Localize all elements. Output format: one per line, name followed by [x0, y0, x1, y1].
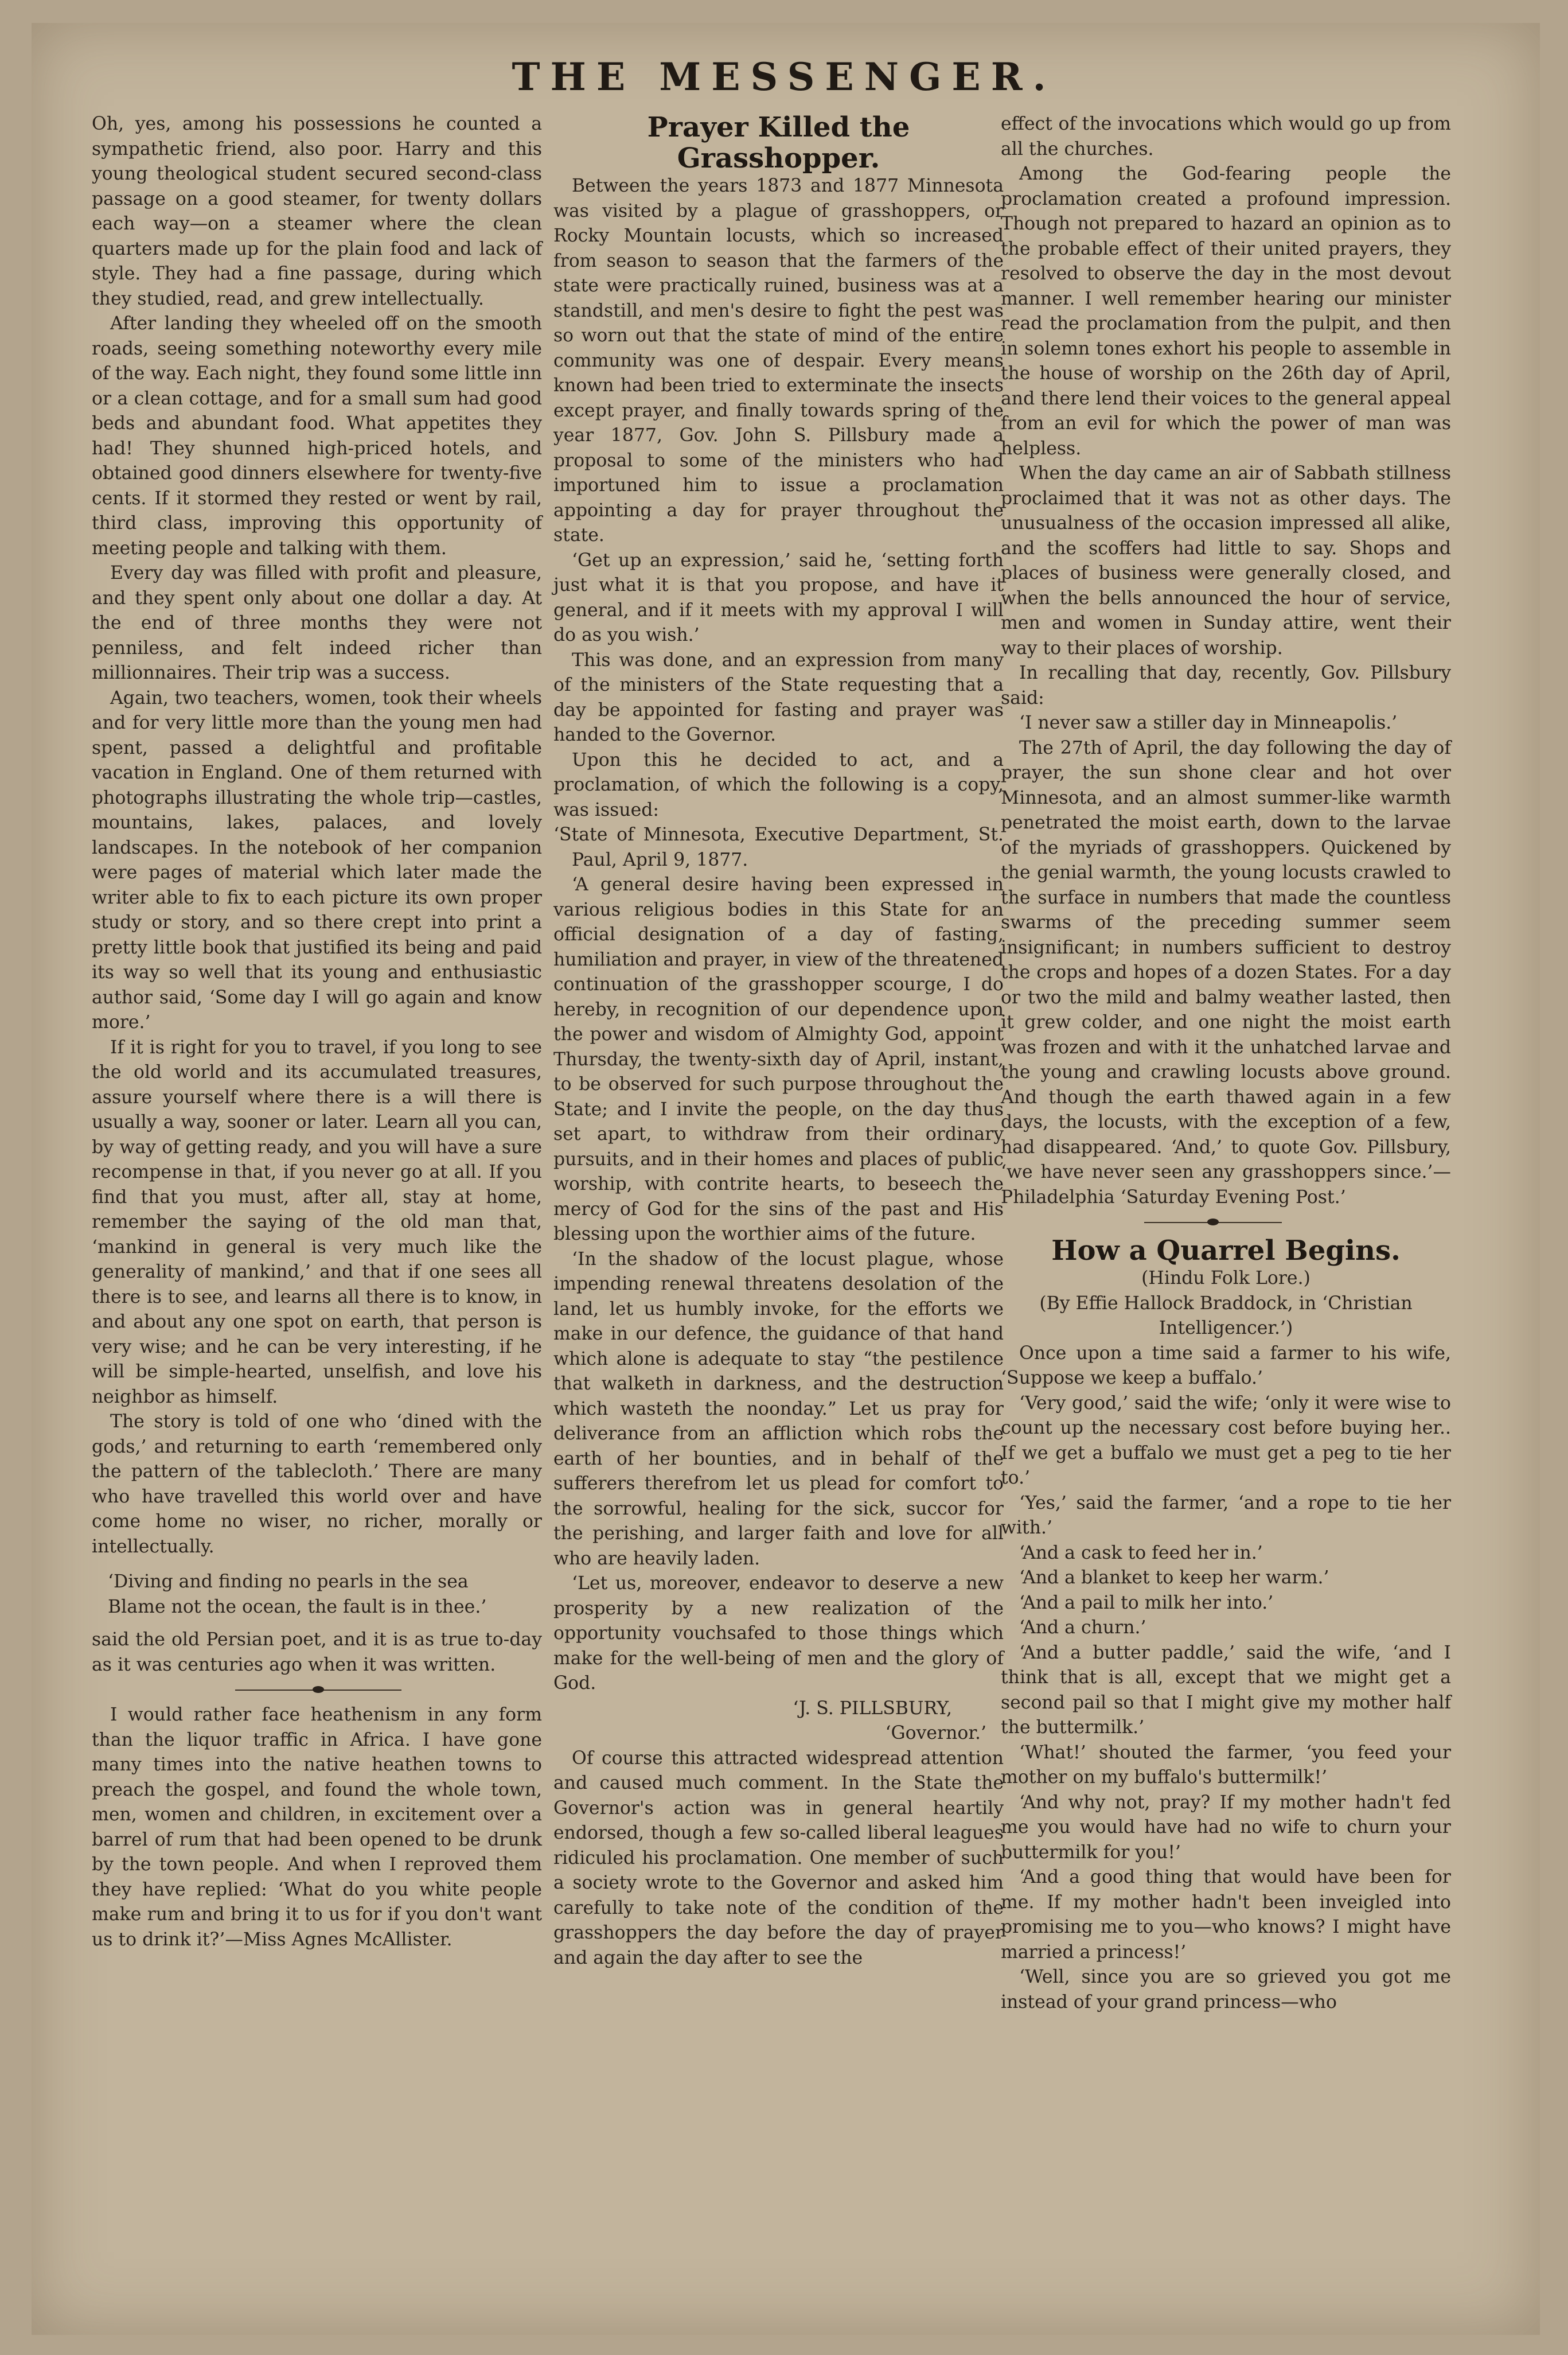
paragraph: ‘State of Minnesota, Executive Department, St. Paul, April 9, 1877.: [553, 824, 1004, 870]
paragraph: ‘Let us, moreover, endeavor to deserve a new prosperity by a new realization of the opportunity vouchsafed to those things which make for the well-being of men and the glory of God.: [553, 1573, 1004, 1694]
paragraph: effect of the invocations which would go up from all the churches.: [1001, 114, 1451, 159]
paragraph: Of course this attracted widespread attention and caused much comment. In the State the Governor's action was in general heartily endorsed, though a few so-called liberal leagues ridiculed his proclamation. One member of such a society wrote to the Governor and asked him carefully to take note of the condition of the grasshoppers the day before the day of prayer and again the day after to see the: [553, 1747, 1004, 1968]
paragraph: I would rather face heathenism in any form than the liquor traffic in Africa. I have gone many times into the native heathen towns to preach the gospel, and found the whole town, men, women and children, in excitement over a barrel of rum that had been opened to be drunk by the town people. And when I reproved them they have replied: ‘What do you white people make rum and bring it to us for if you don't want us to drink it?’—Miss Agnes McAllister.: [92, 1704, 542, 1950]
section-divider: [1001, 1212, 1451, 1233]
paragraph: ‘Yes,’ said the farmer, ‘and a rope to tie her with.’: [1001, 1492, 1451, 1538]
paragraph: ‘And a pail to milk her into.’: [1019, 1592, 1274, 1613]
paragraph: If it is right for you to travel, if you long to see the old world and its accumulated treasures, assure yourself where there is a will there is usually a way, sooner or later. Learn all you can, by way of getting ready, and you will have a sure recompense in that, if you never go at all. If you find that you must, after all, stay at home, remember the saying of the old man that, ‘mankind in general is very much like the generality of mankind,’ and that if one sees all there is to see, and learns all there is to know, in and about any one spot on earth, that person is very wise; and he can be very interesting, if he will be simple-hearted, unselfish, and love his neighbor as himself.: [92, 1037, 542, 1407]
paragraph: When the day came an air of Sabbath stillness proclaimed that it was not as other days. The unusualness of the occasion impressed all alike, and the scoffers had little to say. Shops and places of business were generally closed, and when the bells announced the hour of service, men and women in Sunday attire, went their way to their places of worship.: [1001, 463, 1451, 659]
section-divider: [92, 1680, 542, 1700]
paragraph: ‘And why not, pray? If my mother hadn't fed me you would have had no wife to churn your buttermilk for you!’: [1001, 1792, 1451, 1863]
paragraph: ‘And a butter paddle,’ said the wife, ‘and I think that is all, except that we might get a second pail so that I might give my mother half the buttermilk.’: [1001, 1642, 1451, 1738]
paragraph: said the old Persian poet, and it is as true to-day as it was centuries ago when it was written.: [92, 1629, 542, 1675]
paragraph: ‘And a good thing that would have been for me. If my mother hadn't been inveigled into promising me to you—who knows? I might have married a princess!’: [1001, 1867, 1451, 1963]
signature-title: ‘Governor.’: [885, 1723, 986, 1743]
paragraph: This was done, and an expression from many of the ministers of the State requesting that a day be appointed for fasting and prayer was handed to the Governor.: [553, 649, 1004, 745]
paragraph: ‘And a churn.’: [1019, 1617, 1146, 1638]
article-headline: How a Quarrel Begins.: [1051, 1235, 1401, 1267]
paragraph: ‘I never saw a stiller day in Minneapolis.’: [1019, 713, 1398, 733]
paragraph: ‘And a blanket to keep her warm.’: [1019, 1567, 1329, 1588]
paragraph: ‘What!’ shouted the farmer, ‘you feed your mother on my buffalo's buttermilk!’: [1001, 1742, 1451, 1788]
article-byline: (By Effie Hallock Braddock, in ‘Christian Intelligencer.’): [1039, 1293, 1413, 1338]
paragraph: ‘Very good,’ said the wife; ‘only it were wise to count up the necessary cost before buying her.. If we get a buffalo we must get a peg to tie her to.’: [1001, 1392, 1451, 1488]
paragraph: ‘Well, since you are so grieved you got me instead of your grand princess—who: [1001, 1967, 1451, 2013]
verse-quote: [108, 1570, 542, 1620]
article-headline: Prayer Killed the Grasshopper.: [647, 111, 910, 174]
paragraph: ‘And a cask to feed her in.’: [1019, 1542, 1263, 1563]
paragraph: Once upon a time said a farmer to his wife, ‘Suppose we keep a buffalo.’: [1001, 1342, 1451, 1388]
verse-line: ‘Diving and finding no pearls in the sea: [108, 1571, 469, 1592]
paragraph: ‘Get up an expression,’ said he, ‘setting forth just what it is that you propose, and have it general, and if it meets with my approval I will do as you wish.’: [553, 550, 1004, 645]
signature: ‘J. S. PILLSBURY,: [793, 1698, 952, 1719]
paragraph: Between the years 1873 and 1877 Minnesota was visited by a plague of grasshoppers, or Rocky Mountain locusts, which so increased from season to season that the farmers of the state were practically ruined, business was at a standstill, and men's desire to fight the pest was so worn out that the state of mind of the entire community was one of despair. Every means known had been tried to exterminate the insects except prayer, and finally towards spring of the year 1877, Gov. John S. Pillsbury made a proposal to some of the ministers who had importuned him to issue a proclamation appointing a day for prayer throughout the state.: [553, 176, 1004, 546]
verse-line: Blame not the ocean, the fault is in thee.’: [108, 1596, 487, 1617]
paragraph: Upon this he decided to act, and a proclamation, of which the following is a copy, was issued:: [553, 749, 1004, 820]
paragraph: Oh, yes, among his possessions he counted a sympathetic friend, also poor. Harry and this young theological student secured second-class passage on a good steamer, for twenty dollars each way—on a steamer where the clean quarters made up for the plain food and lack of style. They had a fine passage, during which they studied, read, and grew intellectually.: [92, 114, 542, 309]
column-3: [1001, 112, 1451, 2015]
paragraph: After landing they wheeled off on the smooth roads, seeing something noteworthy every mile of the way. Each night, they found some little inn or a clean cottage, and for a small sum had good beds and abundant food. What appetites they had! They shunned high-priced hotels, and obtained good dinners elsewhere for twenty-five cents. If it stormed they rested or went by rail, third class, improving this opportunity of meeting people and talking with them.: [92, 313, 542, 559]
paragraph: In recalling that day, recently, Gov. Pillsbury said:: [1001, 663, 1451, 709]
article-subtitle: (Hindu Folk Lore.): [1141, 1268, 1310, 1289]
column-1: [92, 112, 542, 1952]
column-2: [553, 112, 1004, 1971]
masthead-title: THE MESSENGER.: [512, 55, 1056, 99]
paragraph: ‘In the shadow of the locust plague, whose impending renewal threatens desolation of the land, let us humbly invoke, for the efforts we make in our defence, the guidance of that hand which alone is adequate to stay “the pestilence that walketh in darkness, and the destruction which wasteth the noonday.” Let us pray for deliverance from an affliction which robs the earth of her bounties, and in behalf of the sufferers therefrom let us plead for comfort to the sorrowful, healing for the sick, succor for the perishing, and larger faith and love for all who are heavily laden.: [553, 1248, 1004, 1569]
paragraph: The story is told of one who ‘dined with the gods,’ and returning to earth ‘remembered only the pattern of the tablecloth.’ There are many who have travelled this world over and have come home no wiser, no richer, morally or intellectually.: [92, 1411, 542, 1557]
paragraph: Every day was filled with profit and pleasure, and they spent only about one dollar a day. At the end of three months they were not penniless, and felt indeed richer than millionnaires. Their trip was a success.: [92, 563, 542, 683]
paragraph: ‘A general desire having been expressed in various religious bodies in this State for an official designation of a day of fasting, humiliation and prayer, in view of the threatened continuation of the grasshopper scourge, I do hereby, in recognition of our dependence upon the power and wisdom of Almighty God, appoint Thursday, the twenty-sixth day of April, instant, to be observed for such purpose throughout the State; and I invite the people, on the day thus set apart, to withdraw from their ordinary pursuits, and in their homes and places of public worship, with contrite hearts, to beseech the mercy of God for the sins of the past and His blessing upon the worthier aims of the future.: [553, 874, 1004, 1244]
paragraph: Again, two teachers, women, took their wheels and for very little more than the young men had spent, passed a delightful and profitable vacation in England. One of them returned with photographs illustrating the whole trip—castles, mountains, lakes, palaces, and lovely landscapes. In the notebook of her companion were pages of material which later made the writer able to fix to each picture its own proper study or story, and so there crept into print a pretty little book that justified its being and paid its way so well that its young and enthusiastic author said, ‘Some day I will go again and know more.’: [92, 687, 542, 1033]
paragraph: The 27th of April, the day following the day of prayer, the sun shone clear and hot over Minnesota, and an almost summer-like warmth penetrated the moist earth, down to the larvae of the myriads of grasshoppers. Quickened by the genial warmth, the young locusts crawled to the surface in numbers that made the countless swarms of the preceding summer seem insignificant; in numbers sufficient to destroy the crops and hopes of a dozen States. For a day or two the mild and balmy weather lasted, then it grew colder, and one night the moist earth was frozen and with it the unhatched larvae and the young and crawling locusts above ground. And though the earth thawed again in a few days, the locusts, with the exception of a few, had disappeared. ‘And,’ to quote Gov. Pillsbury, ‘we have never seen any grasshoppers since.’—Philadelphia ‘Saturday Evening Post.’: [1001, 737, 1451, 1208]
paragraph: Among the God-fearing people the proclamation created a profound impression. Though not prepared to hazard an opinion as to the probable effect of their united prayers, they resolved to observe the day in the most devout manner. I well remember hearing our minister read the proclamation from the pulpit, and then in solemn tones exhort his people to assemble in the house of worship on the 26th day of April, and there lend their voices to the general appeal from an evil for which the power of man was helpless.: [1001, 164, 1451, 459]
